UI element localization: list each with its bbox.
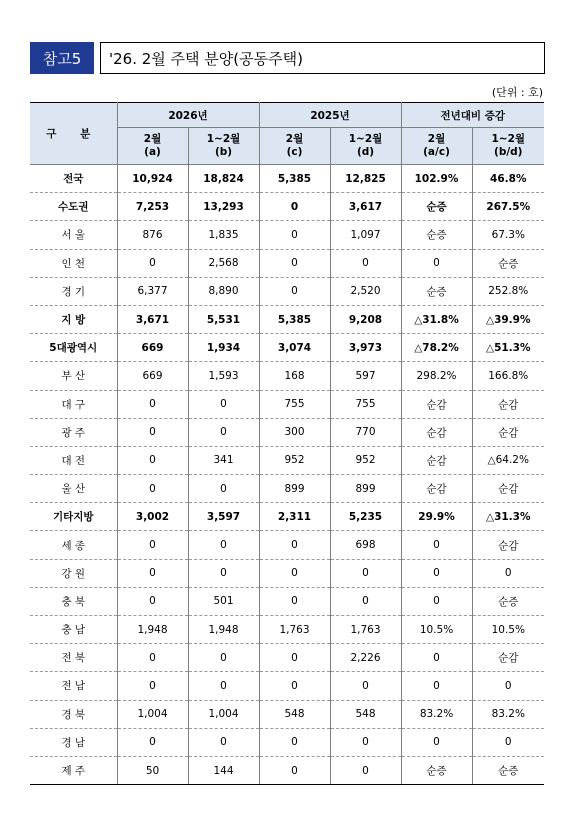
value-cell: 0 xyxy=(259,644,330,672)
region-cell: 전 북 xyxy=(30,644,117,672)
value-cell: 166.8% xyxy=(472,362,544,390)
table-row xyxy=(30,334,544,362)
region-cell: 대 전 xyxy=(30,446,117,474)
value-cell: 0 xyxy=(117,475,188,503)
value-cell: 0 xyxy=(117,390,188,418)
sub-header-period: 1~2월 xyxy=(206,132,241,145)
value-cell: 0 xyxy=(259,221,330,249)
value-cell: 1,948 xyxy=(117,616,188,644)
value-cell: 1,004 xyxy=(188,700,259,728)
region-cell: 수도권 xyxy=(30,193,117,221)
value-cell: 0 xyxy=(401,559,472,587)
value-cell: 669 xyxy=(117,362,188,390)
value-cell: 755 xyxy=(259,390,330,418)
value-cell: 5,531 xyxy=(188,305,259,333)
table-row xyxy=(30,587,544,615)
value-cell: 순증 xyxy=(401,756,472,784)
value-cell: 0 xyxy=(259,277,330,305)
value-cell: 0 xyxy=(401,644,472,672)
sub-header-period: 2월 xyxy=(427,132,446,145)
value-cell: 0 xyxy=(259,531,330,559)
table-row xyxy=(30,249,544,277)
value-cell: 2,311 xyxy=(259,503,330,531)
value-cell: 0 xyxy=(259,249,330,277)
value-cell: 2,226 xyxy=(330,644,401,672)
value-cell: 0 xyxy=(259,559,330,587)
value-cell: 83.2% xyxy=(472,700,544,728)
group-header-2025: 2025년 xyxy=(259,103,401,128)
unit-label: (단위 : 호) xyxy=(491,86,543,99)
value-cell: 0 xyxy=(472,559,544,587)
value-cell: 1,835 xyxy=(188,221,259,249)
region-cell: 지 방 xyxy=(30,305,117,333)
value-cell: 300 xyxy=(259,418,330,446)
value-cell: 18,824 xyxy=(188,165,259,193)
value-cell: 102.9% xyxy=(401,165,472,193)
region-cell: 광 주 xyxy=(30,418,117,446)
value-cell: 8,890 xyxy=(188,277,259,305)
value-cell: 순감 xyxy=(401,418,472,446)
value-cell: 9,208 xyxy=(330,305,401,333)
value-cell: 순감 xyxy=(472,531,544,559)
value-cell: 10,924 xyxy=(117,165,188,193)
value-cell: 3,074 xyxy=(259,334,330,362)
region-cell: 전 남 xyxy=(30,672,117,700)
region-cell: 대 구 xyxy=(30,390,117,418)
value-cell: 3,617 xyxy=(330,193,401,221)
value-cell: 0 xyxy=(117,559,188,587)
table-row xyxy=(30,305,544,333)
value-cell: 548 xyxy=(259,700,330,728)
region-cell: 부 산 xyxy=(30,362,117,390)
value-cell: 6,377 xyxy=(117,277,188,305)
value-cell: 순증 xyxy=(401,277,472,305)
region-cell: 5대광역시 xyxy=(30,334,117,362)
value-cell: 7,253 xyxy=(117,193,188,221)
housing-supply-table xyxy=(30,102,544,785)
value-cell: 501 xyxy=(188,587,259,615)
value-cell: 0 xyxy=(188,475,259,503)
value-cell: 0 xyxy=(188,672,259,700)
value-cell: 952 xyxy=(259,446,330,474)
value-cell: 순감 xyxy=(472,644,544,672)
region-header: 구 분 xyxy=(30,103,117,165)
value-cell: 0 xyxy=(259,672,330,700)
value-cell: 순감 xyxy=(472,418,544,446)
table-row xyxy=(30,503,544,531)
value-cell: 669 xyxy=(117,334,188,362)
value-cell: 2,520 xyxy=(330,277,401,305)
value-cell: 1,763 xyxy=(330,616,401,644)
region-cell: 세 종 xyxy=(30,531,117,559)
value-cell: 순감 xyxy=(401,390,472,418)
value-cell: 952 xyxy=(330,446,401,474)
region-cell: 전국 xyxy=(30,165,117,193)
value-cell: 0 xyxy=(401,249,472,277)
value-cell: △31.8% xyxy=(401,305,472,333)
value-cell: 770 xyxy=(330,418,401,446)
value-cell: 1,934 xyxy=(188,334,259,362)
value-cell: 252.8% xyxy=(472,277,544,305)
sub-header-code: (d) xyxy=(356,146,375,158)
value-cell: 50 xyxy=(117,756,188,784)
group-header-2026: 2026년 xyxy=(117,103,259,128)
value-cell: △39.9% xyxy=(472,305,544,333)
value-cell: 0 xyxy=(117,672,188,700)
reference-badge: 참고5 xyxy=(30,42,94,74)
sub-header-period: 2월 xyxy=(285,132,304,145)
value-cell: 순증 xyxy=(472,587,544,615)
value-cell: 0 xyxy=(259,193,330,221)
value-cell: 5,385 xyxy=(259,165,330,193)
value-cell: 67.3% xyxy=(472,221,544,249)
value-cell: 12,825 xyxy=(330,165,401,193)
value-cell: 0 xyxy=(188,531,259,559)
value-cell: △51.3% xyxy=(472,334,544,362)
value-cell: 0 xyxy=(117,249,188,277)
region-cell: 울 산 xyxy=(30,475,117,503)
value-cell: 597 xyxy=(330,362,401,390)
region-cell: 서 울 xyxy=(30,221,117,249)
value-cell: 0 xyxy=(401,728,472,756)
sub-header-0 xyxy=(117,128,188,165)
value-cell: 순증 xyxy=(401,221,472,249)
value-cell: 0 xyxy=(259,587,330,615)
region-cell: 충 남 xyxy=(30,616,117,644)
value-cell: 755 xyxy=(330,390,401,418)
value-cell: 341 xyxy=(188,446,259,474)
value-cell: 548 xyxy=(330,700,401,728)
table-row xyxy=(30,362,544,390)
sub-header-3 xyxy=(330,128,401,165)
value-cell: 0 xyxy=(259,728,330,756)
table-row xyxy=(30,277,544,305)
value-cell: 298.2% xyxy=(401,362,472,390)
region-cell: 인 천 xyxy=(30,249,117,277)
sub-header-2 xyxy=(259,128,330,165)
value-cell: 144 xyxy=(188,756,259,784)
table-row xyxy=(30,390,544,418)
page-title: '26. 2월 주택 분양(공동주택) xyxy=(100,42,545,74)
value-cell: 0 xyxy=(117,446,188,474)
title-bar xyxy=(30,42,545,74)
value-cell: 0 xyxy=(188,390,259,418)
value-cell: 3,671 xyxy=(117,305,188,333)
value-cell: 순증 xyxy=(472,756,544,784)
value-cell: 10.5% xyxy=(472,616,544,644)
value-cell: 1,948 xyxy=(188,616,259,644)
sub-header-1 xyxy=(188,128,259,165)
group-header-change: 전년대비 증감 xyxy=(401,103,544,128)
table-row xyxy=(30,644,544,672)
value-cell: 2,568 xyxy=(188,249,259,277)
table-row xyxy=(30,418,544,446)
sub-header-period: 2월 xyxy=(143,132,162,145)
value-cell: 0 xyxy=(117,531,188,559)
table-row xyxy=(30,165,544,193)
sub-header-code: (a) xyxy=(144,146,161,158)
region-cell: 경 북 xyxy=(30,700,117,728)
value-cell: 13,293 xyxy=(188,193,259,221)
value-cell: 46.8% xyxy=(472,165,544,193)
value-cell: 0 xyxy=(401,672,472,700)
value-cell: 0 xyxy=(330,756,401,784)
value-cell: 0 xyxy=(401,587,472,615)
region-cell: 경 기 xyxy=(30,277,117,305)
table-row xyxy=(30,700,544,728)
sub-header-4 xyxy=(401,128,472,165)
value-cell: 0 xyxy=(188,418,259,446)
value-cell: 0 xyxy=(117,644,188,672)
sub-header-period: 1~2월 xyxy=(491,132,526,145)
value-cell: 1,004 xyxy=(117,700,188,728)
table-row xyxy=(30,221,544,249)
region-cell: 경 남 xyxy=(30,728,117,756)
value-cell: 267.5% xyxy=(472,193,544,221)
value-cell: 0 xyxy=(330,587,401,615)
value-cell: 0 xyxy=(401,531,472,559)
value-cell: 0 xyxy=(188,644,259,672)
value-cell: 순증 xyxy=(401,193,472,221)
region-cell: 강 원 xyxy=(30,559,117,587)
value-cell: 1,593 xyxy=(188,362,259,390)
region-cell: 충 북 xyxy=(30,587,117,615)
value-cell: 0 xyxy=(188,559,259,587)
value-cell: 0 xyxy=(330,559,401,587)
value-cell: 순감 xyxy=(472,475,544,503)
value-cell: 0 xyxy=(117,418,188,446)
sub-header-period: 1~2월 xyxy=(348,132,383,145)
value-cell: 899 xyxy=(259,475,330,503)
value-cell: 10.5% xyxy=(401,616,472,644)
table-row xyxy=(30,193,544,221)
sub-header-code: (b) xyxy=(214,146,233,158)
value-cell: 1,763 xyxy=(259,616,330,644)
table-row xyxy=(30,475,544,503)
table-row xyxy=(30,531,544,559)
value-cell: 0 xyxy=(259,756,330,784)
sub-header-code: (c) xyxy=(286,146,303,158)
value-cell: △78.2% xyxy=(401,334,472,362)
value-cell: 순감 xyxy=(472,390,544,418)
value-cell: 0 xyxy=(472,728,544,756)
table-row xyxy=(30,672,544,700)
table-row xyxy=(30,756,544,784)
value-cell: 698 xyxy=(330,531,401,559)
table-row xyxy=(30,559,544,587)
table-row xyxy=(30,446,544,474)
sub-header-5 xyxy=(472,128,544,165)
table-row xyxy=(30,728,544,756)
value-cell: 0 xyxy=(117,587,188,615)
value-cell: 순감 xyxy=(401,446,472,474)
value-cell: 0 xyxy=(472,672,544,700)
value-cell: 0 xyxy=(330,249,401,277)
value-cell: 876 xyxy=(117,221,188,249)
value-cell: 3,597 xyxy=(188,503,259,531)
sub-header-code: (a/c) xyxy=(423,146,450,158)
table-row xyxy=(30,616,544,644)
value-cell: 순증 xyxy=(472,249,544,277)
value-cell: 899 xyxy=(330,475,401,503)
value-cell: 순감 xyxy=(401,475,472,503)
sub-header-code: (b/d) xyxy=(494,146,523,158)
value-cell: 5,235 xyxy=(330,503,401,531)
value-cell: 3,002 xyxy=(117,503,188,531)
region-cell: 제 주 xyxy=(30,756,117,784)
value-cell: 29.9% xyxy=(401,503,472,531)
value-cell: 3,973 xyxy=(330,334,401,362)
value-cell: 0 xyxy=(188,728,259,756)
value-cell: △64.2% xyxy=(472,446,544,474)
value-cell: 5,385 xyxy=(259,305,330,333)
value-cell: 168 xyxy=(259,362,330,390)
value-cell: 0 xyxy=(330,728,401,756)
value-cell: △31.3% xyxy=(472,503,544,531)
value-cell: 1,097 xyxy=(330,221,401,249)
value-cell: 83.2% xyxy=(401,700,472,728)
value-cell: 0 xyxy=(117,728,188,756)
value-cell: 0 xyxy=(330,672,401,700)
region-cell: 기타지방 xyxy=(30,503,117,531)
